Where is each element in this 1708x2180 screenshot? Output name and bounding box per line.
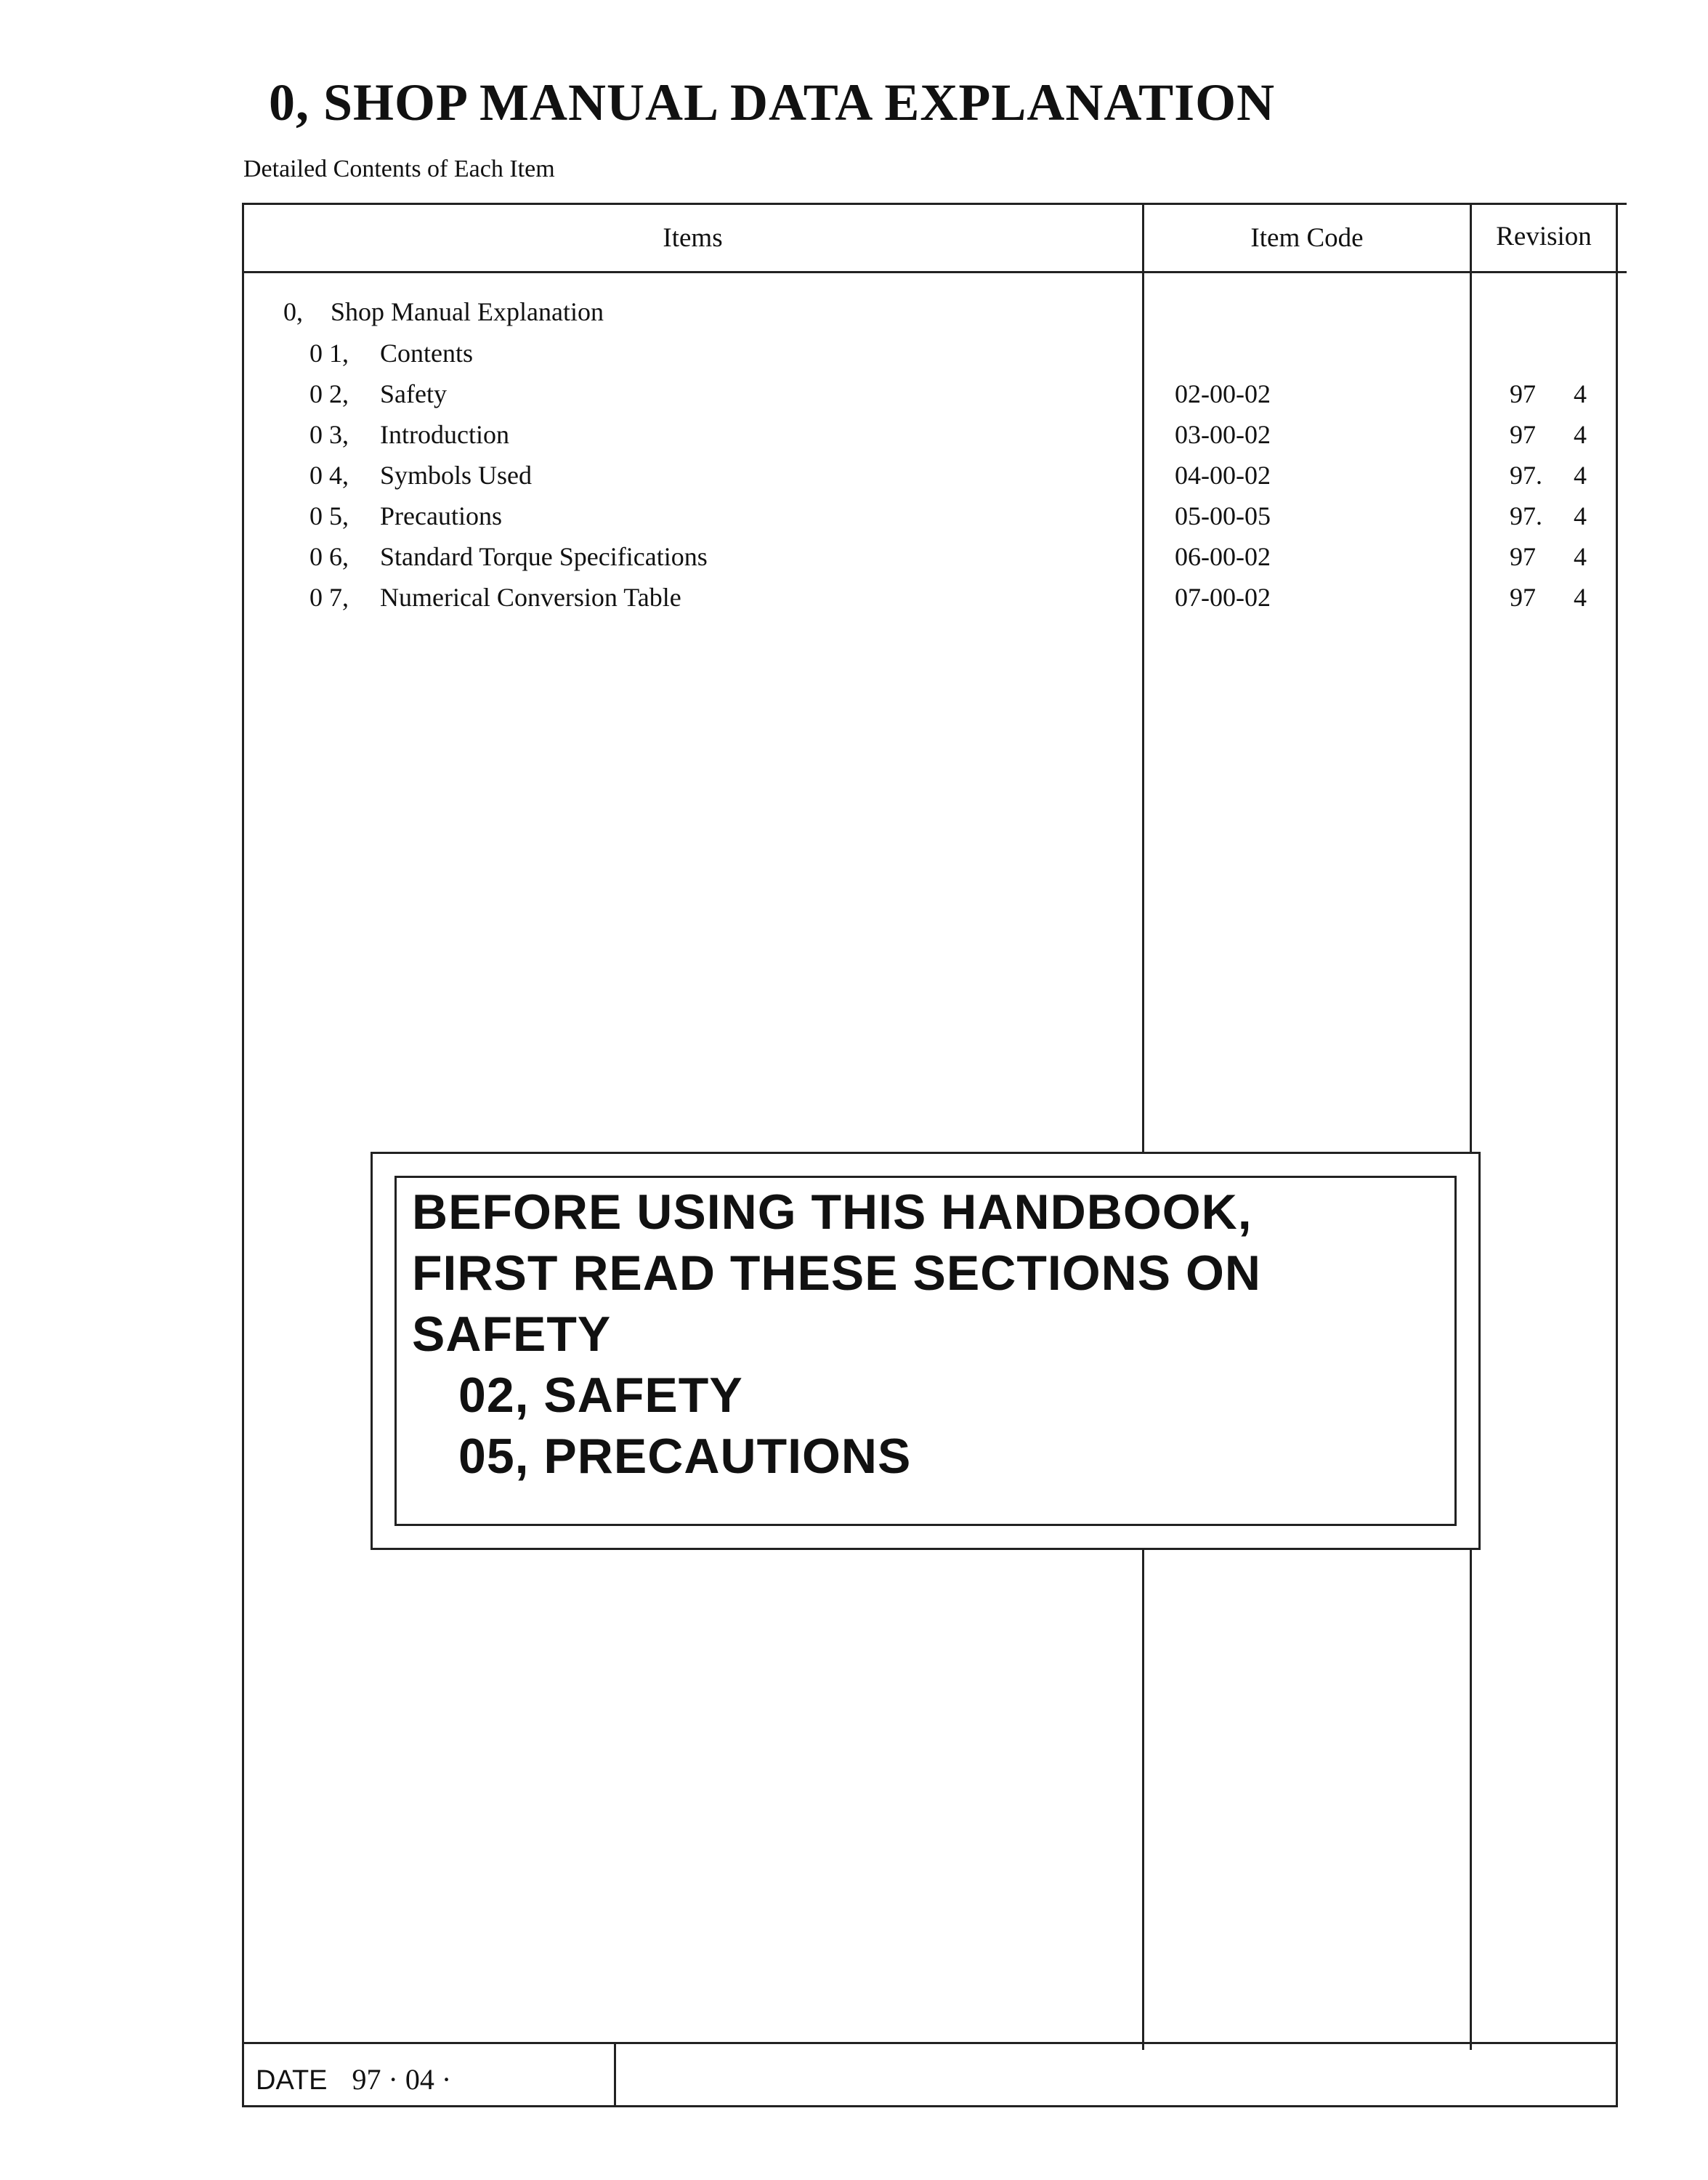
row-label: Symbols Used [380, 461, 533, 490]
table-border-left [242, 203, 244, 2107]
column-divider-code [1142, 203, 1144, 2050]
notice-line: 02, SAFETY [458, 1368, 743, 1423]
table-border-top [243, 203, 1627, 205]
row-revision-month: 4 [1574, 501, 1587, 530]
section-label: Shop Manual Explanation [331, 297, 604, 326]
row-revision-year: 97 [1510, 420, 1536, 449]
row-revision-year: 97. [1510, 461, 1542, 490]
table-header-rule [243, 271, 1627, 273]
footer-date [256, 2062, 451, 2096]
date-label: DATE [256, 2065, 328, 2096]
row-number: 0 5, [309, 501, 349, 530]
page-subtitle: Detailed Contents of Each Item [243, 156, 555, 182]
section-number: 0, [283, 297, 303, 326]
row-label: Introduction [380, 420, 509, 449]
row-number: 0 1, [309, 339, 349, 368]
footer-divider [614, 2042, 616, 2107]
row-item-code: 03-00-02 [1175, 420, 1271, 449]
safety-notice-text [412, 1182, 1261, 1487]
row-item-code: 02-00-02 [1175, 379, 1271, 408]
row-item-code: 04-00-02 [1175, 461, 1271, 490]
row-number: 0 4, [309, 461, 349, 490]
row-number: 0 2, [309, 379, 349, 408]
table-footer-rule [243, 2042, 1616, 2044]
row-revision-year: 97. [1510, 501, 1542, 530]
row-revision-month: 4 [1574, 379, 1587, 408]
header-items: Items [663, 223, 723, 253]
row-label: Precautions [380, 501, 502, 530]
row-revision-month: 4 [1574, 461, 1587, 490]
page-title: 0, SHOP MANUAL DATA EXPLANATION [269, 73, 1276, 132]
row-revision-year: 97 [1510, 542, 1536, 571]
row-item-code: 07-00-02 [1175, 583, 1271, 612]
row-number: 0 3, [309, 420, 349, 449]
row-number: 0 7, [309, 583, 349, 612]
row-label: Contents [380, 339, 474, 368]
notice-line: 05, PRECAUTIONS [458, 1429, 912, 1484]
table-border-bottom [243, 2105, 1616, 2107]
notice-line: FIRST READ THESE SECTIONS ON [412, 1246, 1261, 1301]
table-border-right [1616, 203, 1618, 2107]
row-item-code: 06-00-02 [1175, 542, 1271, 571]
header-item-code: Item Code [1250, 223, 1364, 253]
header-revision: Revision [1496, 222, 1592, 251]
date-value: 97 · 04 · [352, 2063, 452, 2096]
row-revision-month: 4 [1574, 542, 1587, 571]
row-revision-month: 4 [1574, 420, 1587, 449]
row-revision-month: 4 [1574, 583, 1587, 612]
row-label: Numerical Conversion Table [380, 583, 681, 612]
row-revision-year: 97 [1510, 583, 1536, 612]
safety-notice-box [371, 1152, 1481, 1550]
row-item-code: 05-00-05 [1175, 501, 1271, 530]
row-label: Standard Torque Specifications [380, 542, 708, 571]
column-divider-revision [1470, 203, 1472, 2050]
row-label: Safety [380, 379, 447, 408]
notice-line: SAFETY [412, 1307, 612, 1362]
row-revision-year: 97 [1510, 379, 1536, 408]
notice-line: BEFORE USING THIS HANDBOOK, [412, 1184, 1252, 1240]
row-number: 0 6, [309, 542, 349, 571]
